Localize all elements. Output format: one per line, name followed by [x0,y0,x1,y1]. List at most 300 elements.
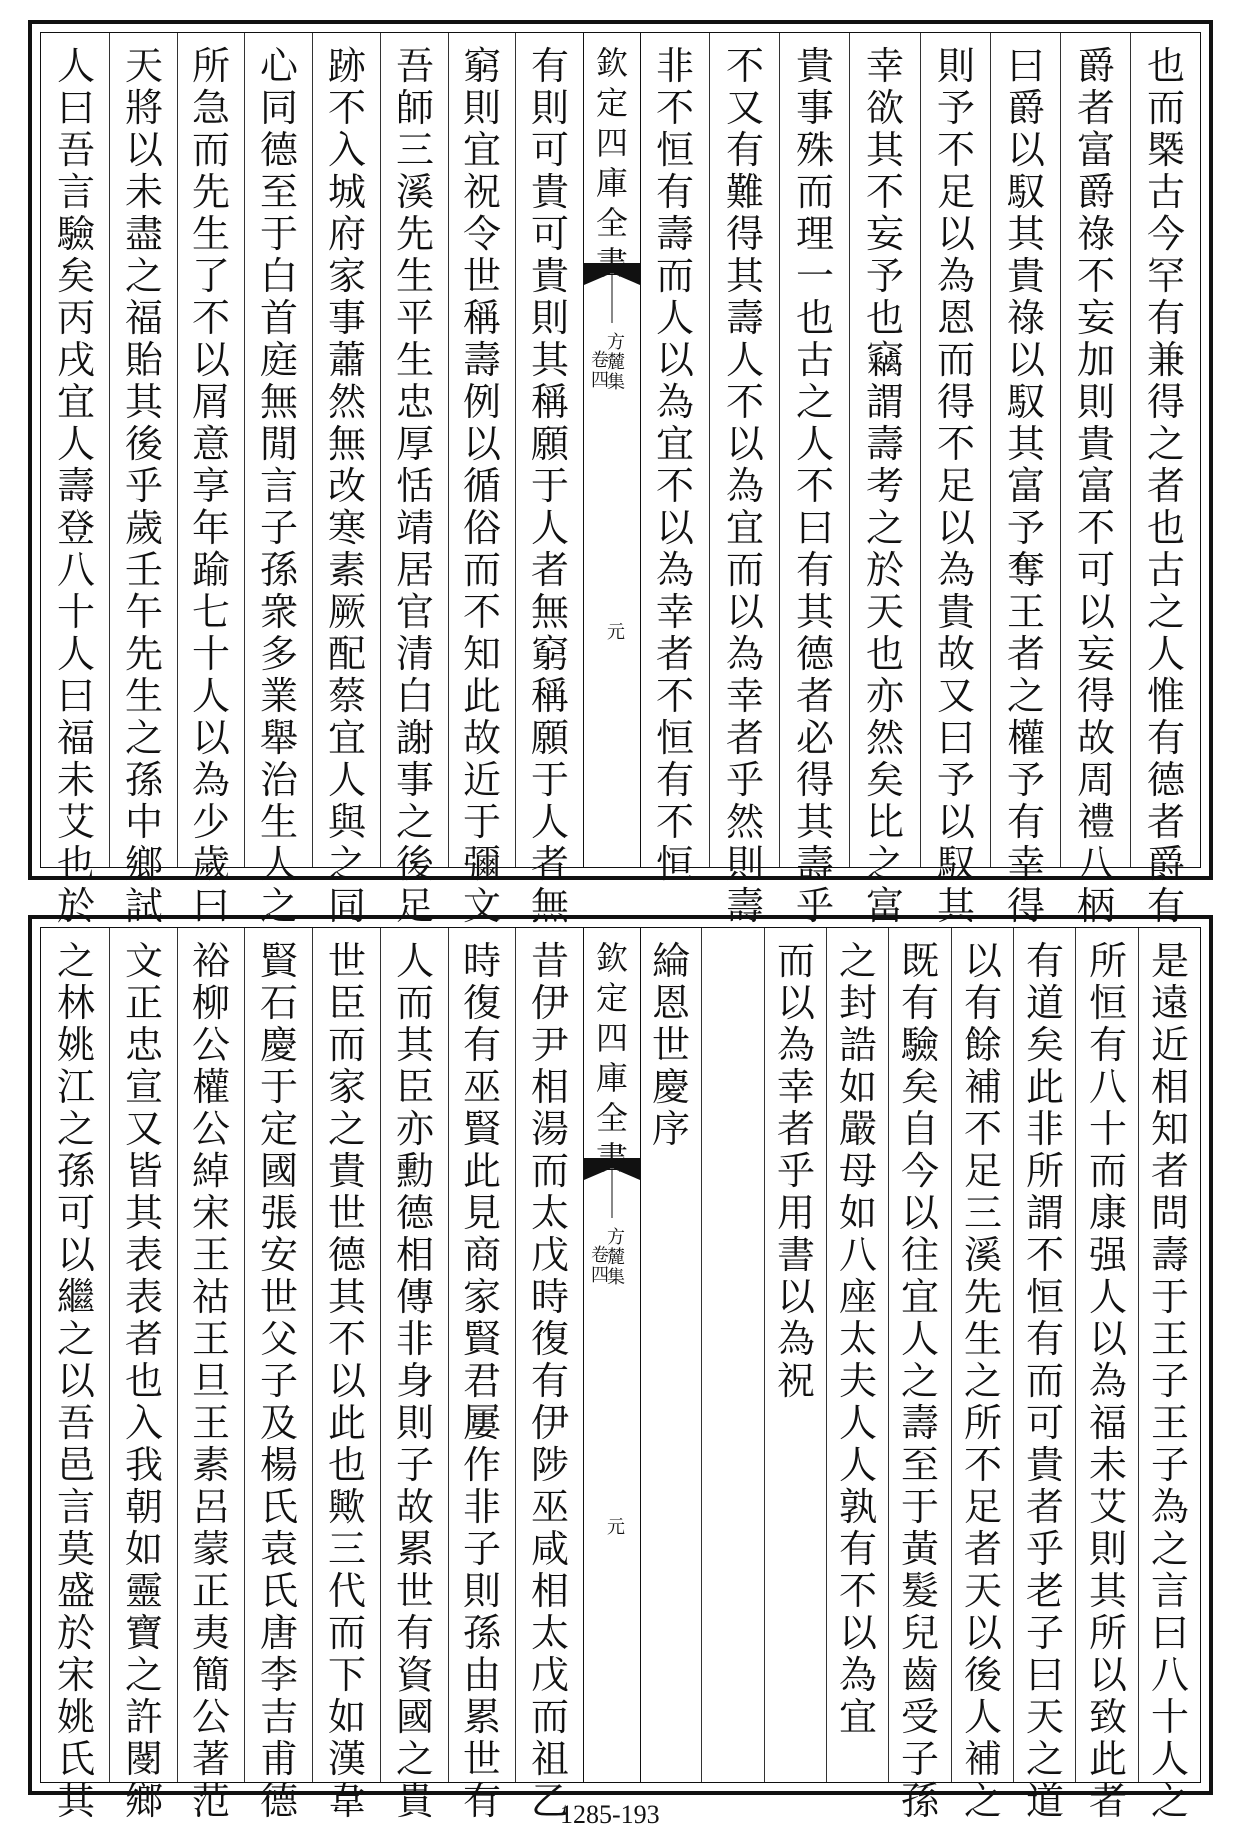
text-glyph: 王 [1150,1317,1189,1361]
text-glyph: 唐 [259,1611,298,1655]
text-glyph: 八 [838,1233,877,1277]
text-glyph: 同 [259,86,298,130]
text-glyph: 故 [462,716,501,760]
text-glyph: 有 [1006,800,1045,844]
text-glyph: 今 [1146,212,1185,256]
text-glyph: 得 [725,212,764,256]
text-glyph: 由 [462,1653,501,1697]
text-glyph: 而 [1146,86,1185,130]
text-glyph: 以 [936,506,975,550]
book-glyph: 麓 [607,1247,625,1268]
text-glyph: 有 [1146,716,1185,760]
text-glyph: 乎 [795,884,834,928]
text-glyph: 無 [327,422,366,466]
text-glyph: 生 [395,254,434,298]
title-glyph: 四 [595,1019,628,1057]
text-glyph: 其 [327,1275,366,1319]
text-glyph: 邑 [56,1443,95,1487]
column-rule [888,928,889,1782]
text-glyph: 之 [395,1737,434,1781]
text-glyph: 理 [795,212,834,256]
text-glyph: 不 [1025,1233,1064,1277]
bottom-right-column [768,940,824,1402]
text-glyph: 子 [395,1443,434,1487]
text-glyph: 窮 [530,632,569,676]
text-glyph: 而 [530,1695,569,1739]
text-glyph: 著 [191,1737,230,1781]
text-glyph: 此 [462,1149,501,1193]
text-glyph: 則 [1076,380,1115,424]
text-glyph: 見 [462,1191,501,1235]
text-glyph: 屑 [191,380,230,424]
text-glyph: 故 [395,1485,434,1529]
text-glyph: 昔 [530,939,569,983]
text-glyph: 曰 [56,86,95,130]
text-glyph: 有 [725,128,764,172]
column-rule [109,33,110,867]
text-glyph: 之 [124,716,163,760]
text-glyph: 蕭 [327,338,366,382]
text-glyph: 有 [1025,939,1064,983]
text-glyph: 師 [395,86,434,130]
text-glyph: 天 [1025,1695,1064,1739]
text-glyph: 之 [124,254,163,298]
text-glyph: 可 [1076,548,1115,592]
text-glyph: 配 [327,632,366,676]
text-glyph: 其 [124,1191,163,1235]
column-rule [990,33,991,867]
book-glyph: 方 [607,1227,625,1248]
text-glyph: 至 [900,1443,939,1487]
text-glyph: 足 [936,170,975,214]
text-glyph: 生 [259,800,298,844]
top-left-column [454,45,510,927]
text-glyph: 自 [900,1107,939,1151]
text-glyph: 世 [395,1569,434,1613]
text-glyph: 臣 [395,1065,434,1109]
text-glyph: 必 [795,716,834,760]
text-glyph: 於 [56,884,95,928]
text-glyph: 祜 [191,1275,230,1319]
text-glyph: 有 [462,1023,501,1067]
text-glyph: 入 [124,1401,163,1445]
text-glyph: 城 [327,170,366,214]
text-glyph: 柳 [191,981,230,1025]
text-glyph: 富 [1006,464,1045,508]
title-glyph: 全 [595,1099,628,1137]
text-glyph: 于 [259,212,298,256]
text-glyph: 加 [1076,338,1115,382]
text-glyph: 之 [865,506,904,550]
text-glyph: 生 [191,212,230,256]
text-glyph: 子 [1025,1611,1064,1655]
bottom-right-column [1017,940,1073,1822]
text-glyph: 人 [725,338,764,382]
text-glyph: 宜 [900,1275,939,1319]
text-glyph: 者 [725,716,764,760]
text-glyph: 近 [1150,1023,1189,1067]
text-glyph: 此 [327,1401,366,1445]
text-glyph: 者 [1076,86,1115,130]
text-glyph: 乙 [530,1779,569,1823]
text-glyph: 幸 [776,1065,815,1109]
top-fish-tail-mark [584,263,640,323]
text-glyph: 身 [395,1359,434,1403]
text-glyph: 賢 [462,1107,501,1151]
text-glyph: 之 [865,842,904,886]
text-glyph: 先 [124,632,163,676]
column-rule [951,928,952,1782]
text-glyph: 道 [1025,981,1064,1025]
text-glyph: 也 [1146,44,1185,88]
text-glyph: 官 [395,590,434,634]
text-glyph: 奪 [1006,548,1045,592]
text-glyph: 乎 [124,464,163,508]
text-glyph: 不 [191,296,230,340]
text-glyph: 壽 [795,842,834,886]
text-glyph: 者 [776,1107,815,1151]
text-glyph: 以 [655,338,694,382]
text-glyph: 以 [56,1233,95,1277]
text-glyph: 而 [327,1023,366,1067]
text-glyph: 閿 [124,1737,163,1781]
text-glyph: 矣 [1025,1023,1064,1067]
text-glyph: 稱 [462,296,501,340]
text-glyph: 以 [936,800,975,844]
text-glyph: 午 [124,590,163,634]
text-glyph: 其 [1006,422,1045,466]
text-glyph: 艾 [56,800,95,844]
text-glyph: 公 [191,1023,230,1067]
text-glyph: 謂 [865,380,904,424]
text-glyph: 此 [1025,1065,1064,1109]
text-glyph: 其 [395,1023,434,1067]
text-glyph: 戌 [56,338,95,382]
text-glyph: 子 [900,1737,939,1781]
text-glyph: 而 [462,548,501,592]
text-glyph: 生 [124,674,163,718]
text-glyph: 以 [1076,590,1115,634]
text-glyph: 以 [1006,128,1045,172]
text-glyph: 古 [1146,170,1185,214]
text-glyph: 家 [327,1065,366,1109]
text-glyph: 曰 [795,506,834,550]
text-glyph: 十 [56,590,95,634]
text-glyph: 王 [191,1317,230,1361]
text-glyph: 為 [655,380,694,424]
text-glyph: 人 [530,800,569,844]
text-glyph: 以 [725,590,764,634]
text-glyph: 于 [259,1065,298,1109]
text-glyph: 以 [124,128,163,172]
text-glyph: 然 [725,800,764,844]
text-glyph: 以 [963,1611,1002,1655]
text-glyph: 貴 [395,1779,434,1823]
text-glyph: 其 [530,338,569,382]
text-glyph: 願 [530,422,569,466]
text-glyph: 清 [395,632,434,676]
volume-glyph: 卷 [591,1245,609,1266]
text-glyph: 以 [725,422,764,466]
text-glyph: 甫 [259,1737,298,1781]
text-glyph: 盡 [124,212,163,256]
text-glyph: 不 [327,86,366,130]
text-glyph: 不 [1076,506,1115,550]
text-glyph: 所 [963,1401,1002,1445]
text-glyph: 祿 [1006,296,1045,340]
text-glyph: 馭 [1006,380,1045,424]
leaf-glyph: 元 [607,622,625,643]
text-glyph: 湯 [530,1107,569,1151]
text-glyph: 妄 [1076,296,1115,340]
text-glyph: 而 [1088,1149,1127,1193]
text-glyph: 人 [1146,632,1185,676]
text-glyph: 近 [462,758,501,802]
column-rule [380,928,381,1782]
text-glyph: 王 [191,1401,230,1445]
text-glyph: 孫 [56,1149,95,1193]
top-center-gutter [583,33,641,867]
text-glyph: 得 [1076,674,1115,718]
text-glyph: 考 [865,464,904,508]
text-glyph: 幸 [725,674,764,718]
text-glyph: 三 [327,1527,366,1571]
text-glyph: 可 [1025,1401,1064,1445]
text-glyph: 妄 [865,212,904,256]
text-glyph: 事 [395,758,434,802]
text-glyph: 則 [530,86,569,130]
text-glyph: 此 [462,674,501,718]
text-glyph: 而 [655,254,694,298]
text-glyph: 者 [1150,1149,1189,1193]
column-rule [177,33,178,867]
text-glyph: 舉 [259,716,298,760]
text-glyph: 歟 [327,1485,366,1529]
text-glyph: 貴 [530,170,569,214]
title-glyph: 定 [595,979,628,1017]
text-glyph: 宜 [838,1695,877,1739]
text-glyph: 後 [963,1653,1002,1697]
text-glyph: 楊 [259,1443,298,1487]
text-glyph: 之 [1146,590,1185,634]
text-glyph: 槩 [1146,128,1185,172]
text-glyph: 艾 [1088,1485,1127,1529]
text-glyph: 人 [838,1401,877,1445]
text-glyph: 咸 [530,1527,569,1571]
text-glyph: 而 [395,981,434,1025]
text-glyph: 裕 [191,939,230,983]
text-glyph: 德 [327,1233,366,1277]
text-glyph: 丙 [56,296,95,340]
text-glyph: 其 [795,800,834,844]
text-glyph: 有 [1146,296,1185,340]
text-glyph: 天 [865,590,904,634]
text-glyph: 恩 [936,296,975,340]
text-glyph: 君 [462,1359,501,1403]
text-glyph: 後 [124,422,163,466]
text-glyph: 壽 [900,1401,939,1445]
text-glyph: 先 [963,1275,1002,1319]
text-glyph: 然 [865,716,904,760]
volume-glyph: 四 [591,1265,609,1286]
text-glyph: 世 [651,1023,690,1067]
text-glyph: 予 [936,758,975,802]
text-glyph: 公 [191,1695,230,1739]
page-number: 1285-193 [560,1800,660,1829]
text-glyph: 平 [395,296,434,340]
text-glyph: 生 [963,1317,1002,1361]
text-glyph: 則 [395,1401,434,1445]
text-glyph: 素 [191,1443,230,1487]
text-glyph: 人 [1088,1275,1127,1319]
text-glyph: 相 [530,1569,569,1613]
title-glyph: 欽 [595,44,628,82]
text-glyph: 爵 [1076,44,1115,88]
text-glyph: 曰 [1025,1653,1064,1697]
text-glyph: 之 [395,800,434,844]
text-glyph: 其 [725,254,764,298]
text-glyph: 家 [327,254,366,298]
text-glyph: 首 [259,296,298,340]
text-glyph: 矣 [900,1065,939,1109]
column-rule [515,33,516,867]
text-glyph: 呂 [191,1485,230,1529]
text-glyph: 先 [395,212,434,256]
text-glyph: 旦 [191,1359,230,1403]
text-glyph: 八 [56,548,95,592]
text-glyph: 寒 [327,506,366,550]
text-glyph: 皆 [124,1149,163,1193]
text-glyph: 累 [395,1527,434,1571]
text-glyph: 古 [795,338,834,382]
text-glyph: 人 [395,939,434,983]
text-glyph: 子 [1150,1359,1189,1403]
text-glyph: 之 [1006,674,1045,718]
column-rule [515,928,516,1782]
text-glyph: 而 [530,1149,569,1193]
text-glyph: 彌 [462,842,501,886]
text-glyph: 幸 [865,44,904,88]
text-glyph: 氏 [56,1737,95,1781]
text-glyph: 貴 [1076,422,1115,466]
text-glyph: 非 [462,1485,501,1529]
text-glyph: 靖 [395,506,434,550]
text-glyph: 則 [462,86,501,130]
text-glyph: 巫 [530,1485,569,1529]
column-rule [244,928,245,1782]
text-glyph: 以 [900,1191,939,1235]
text-glyph: 所 [1088,1611,1127,1655]
text-glyph: 壽 [1150,1233,1189,1277]
text-glyph: 今 [900,1149,939,1193]
text-glyph: 者 [530,548,569,592]
text-glyph: 而 [725,548,764,592]
top-right-column [1068,45,1124,927]
text-glyph: 至 [259,170,298,214]
text-glyph: 所 [191,44,230,88]
text-glyph: 德 [259,128,298,172]
top-right-column [928,45,984,927]
text-glyph: 跡 [327,44,366,88]
text-glyph: 無 [530,590,569,634]
text-glyph: 其 [56,1779,95,1823]
text-glyph: 賢 [462,1317,501,1361]
text-glyph: 踰 [191,548,230,592]
text-glyph: 以 [56,1359,95,1403]
text-glyph: 王 [191,1233,230,1277]
text-glyph: 綽 [191,1149,230,1193]
text-glyph: 伊 [530,981,569,1025]
text-glyph: 受 [900,1695,939,1739]
text-glyph: 柄 [1076,884,1115,928]
text-glyph: 居 [395,548,434,592]
top-right-column [787,45,843,927]
text-glyph: 福 [124,296,163,340]
text-glyph: 相 [395,1233,434,1277]
text-glyph: 忠 [124,1023,163,1067]
text-glyph: 十 [1150,1695,1189,1739]
text-glyph: 嚴 [838,1107,877,1151]
text-glyph: 之 [838,939,877,983]
text-glyph: 權 [1006,716,1045,760]
text-glyph: 人 [838,1443,877,1487]
column-rule [764,928,765,1782]
text-glyph: 世 [327,939,366,983]
text-glyph: 于 [1150,1275,1189,1319]
top-right-column [717,45,773,927]
text-glyph: 之 [1150,1527,1189,1571]
text-glyph: 貽 [124,338,163,382]
text-glyph: 足 [936,464,975,508]
text-glyph: 兼 [1146,338,1185,382]
text-glyph: 足 [963,1485,1002,1529]
text-glyph: 與 [327,800,366,844]
text-glyph: 厚 [395,422,434,466]
text-glyph: 幸 [655,590,694,634]
leaf-glyph: 元 [607,1517,625,1538]
text-glyph: 以 [776,1275,815,1319]
column-rule [779,33,780,867]
text-glyph: 祖 [530,1737,569,1781]
text-glyph: 八 [1150,1653,1189,1697]
text-glyph: 恒 [655,128,694,172]
text-glyph: 言 [259,464,298,508]
text-glyph: 乎 [776,1149,815,1193]
text-glyph: 如 [327,1695,366,1739]
text-glyph: 矣 [56,254,95,298]
text-glyph: 吉 [259,1695,298,1739]
text-glyph: 得 [936,380,975,424]
text-glyph: 得 [1146,380,1185,424]
text-glyph: 無 [530,884,569,928]
text-glyph: 老 [1025,1569,1064,1613]
column-rule [448,928,449,1782]
text-glyph: 而 [1025,1359,1064,1403]
column-rule [109,928,110,1782]
top-left-column [522,45,578,927]
text-glyph: 子 [259,506,298,550]
text-glyph: 世 [259,1275,298,1319]
text-glyph: 强 [1088,1233,1127,1277]
text-glyph: 巫 [462,1065,501,1109]
text-glyph: 為 [936,254,975,298]
text-glyph: 壽 [725,884,764,928]
text-glyph: 富 [1076,128,1115,172]
column-rule [826,928,827,1782]
text-glyph: 入 [327,128,366,172]
title-glyph: 庫 [595,1059,628,1097]
text-glyph: 不 [725,380,764,424]
